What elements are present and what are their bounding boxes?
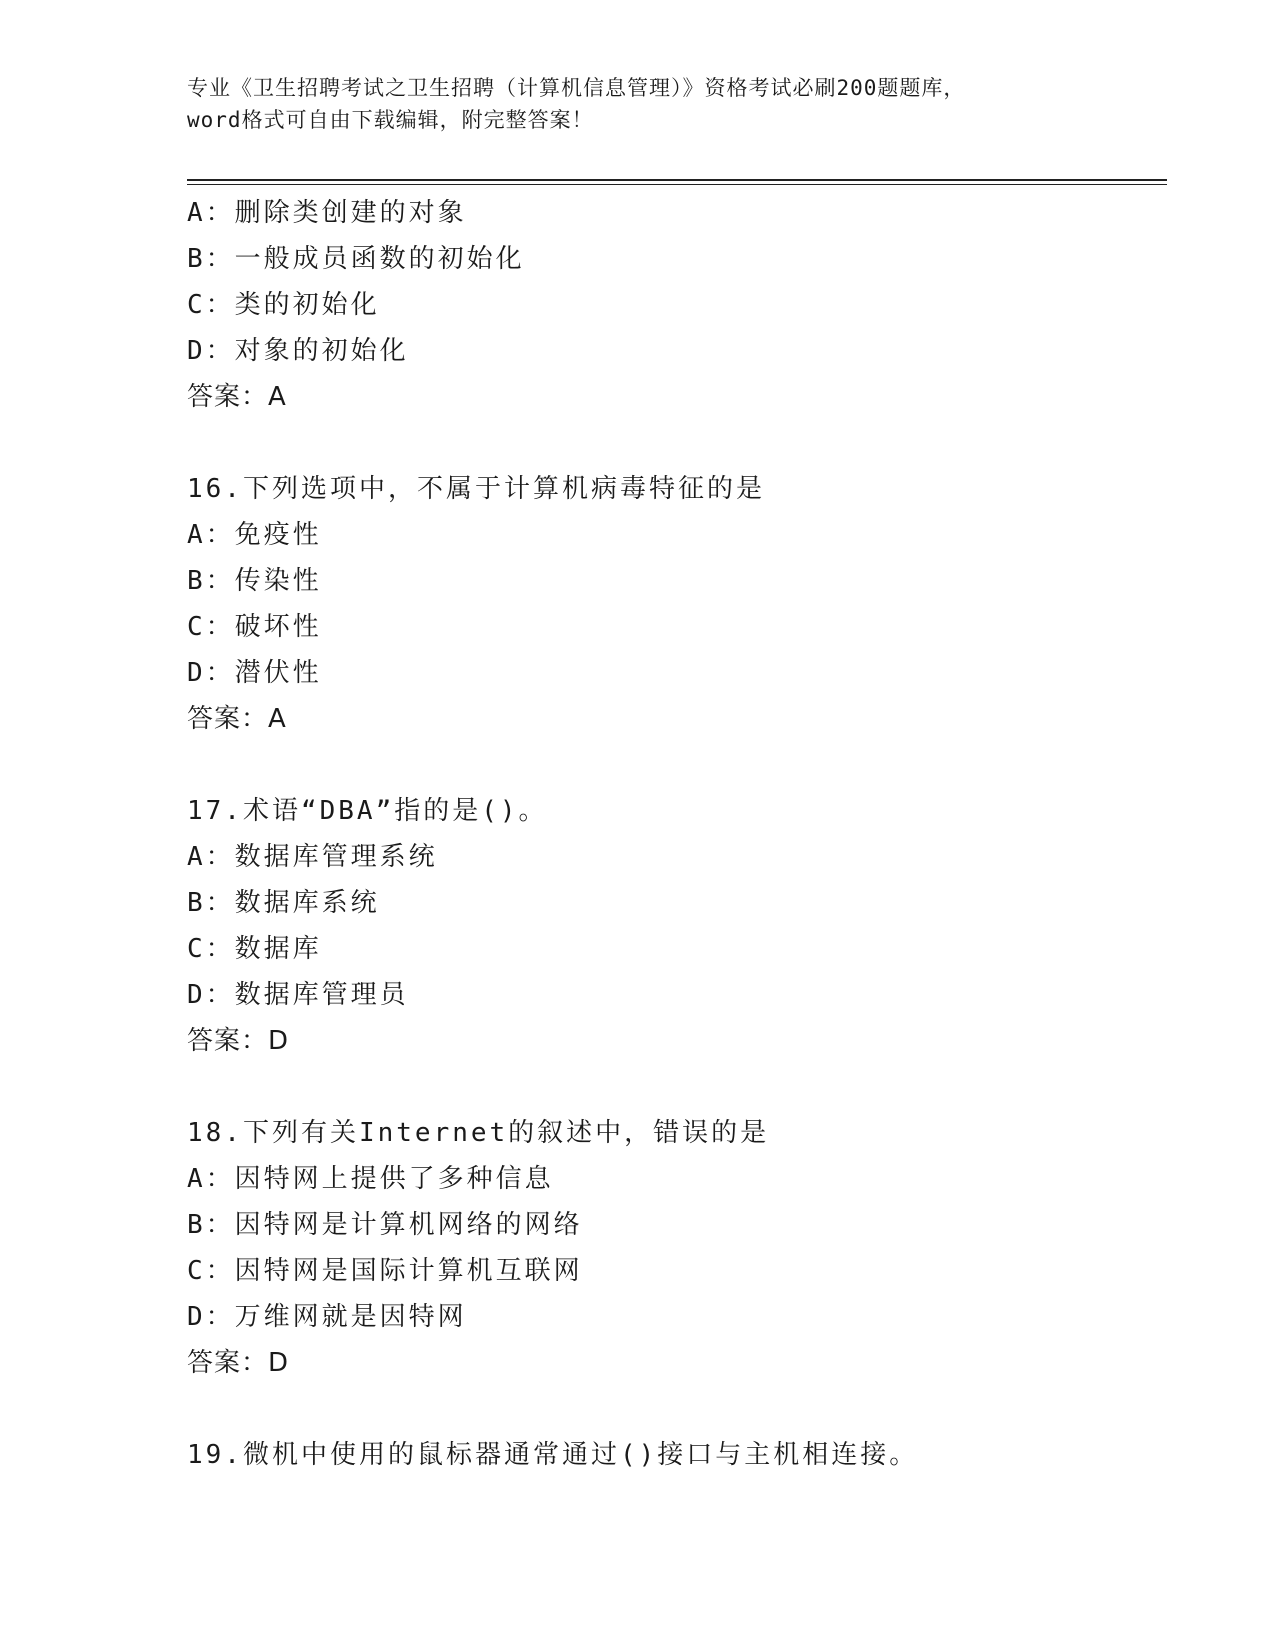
option-d: D：数据库管理员 — [187, 980, 409, 1010]
spacer — [187, 1064, 1167, 1110]
option-a: A：免疫性 — [187, 520, 322, 550]
spacer — [187, 1386, 1167, 1432]
question-stem: 17.术语“DBA”指的是()。 — [187, 796, 548, 826]
answer-line: 答案：D — [187, 1026, 290, 1056]
document-header — [187, 72, 1087, 136]
answer-line: 答案：A — [187, 704, 287, 734]
question-stem: 18.下列有关Internet的叙述中，错误的是 — [187, 1118, 770, 1148]
option-d: D：万维网就是因特网 — [187, 1302, 467, 1332]
question-16-block — [187, 466, 1167, 742]
header-divider-thin — [187, 184, 1167, 185]
option-b: B：一般成员函数的初始化 — [187, 244, 525, 274]
option-a: A：数据库管理系统 — [187, 842, 438, 872]
option-c: C：因特网是国际计算机互联网 — [187, 1256, 583, 1286]
question-18-block — [187, 1110, 1167, 1386]
question-list — [187, 190, 1167, 1478]
header-line-2: word格式可自由下载编辑，附完整答案！ — [187, 108, 594, 132]
question-17-block — [187, 788, 1167, 1064]
option-d: D：对象的初始化 — [187, 336, 409, 366]
header-divider-thick — [187, 179, 1167, 181]
option-a: A：因特网上提供了多种信息 — [187, 1164, 554, 1194]
question-stem: 19.微机中使用的鼠标器通常通过()接口与主机相连接。 — [187, 1440, 919, 1470]
option-a: A：删除类创建的对象 — [187, 198, 467, 228]
answer-line: 答案：A — [187, 382, 287, 412]
spacer — [187, 742, 1167, 788]
question-19-block — [187, 1432, 1167, 1478]
option-c: C：数据库 — [187, 934, 322, 964]
question-15-block — [187, 190, 1167, 420]
spacer — [187, 420, 1167, 466]
answer-line: 答案：D — [187, 1348, 290, 1378]
option-b: B：因特网是计算机网络的网络 — [187, 1210, 583, 1240]
question-stem: 16.下列选项中，不属于计算机病毒特征的是 — [187, 474, 765, 504]
option-c: C：破坏性 — [187, 612, 322, 642]
option-b: B：数据库系统 — [187, 888, 380, 918]
option-b: B：传染性 — [187, 566, 322, 596]
option-c: C：类的初始化 — [187, 290, 380, 320]
header-line-1: 专业《卫生招聘考试之卫生招聘（计算机信息管理）》资格考试必刷200题题库， — [187, 76, 966, 100]
option-d: D：潜伏性 — [187, 658, 322, 688]
